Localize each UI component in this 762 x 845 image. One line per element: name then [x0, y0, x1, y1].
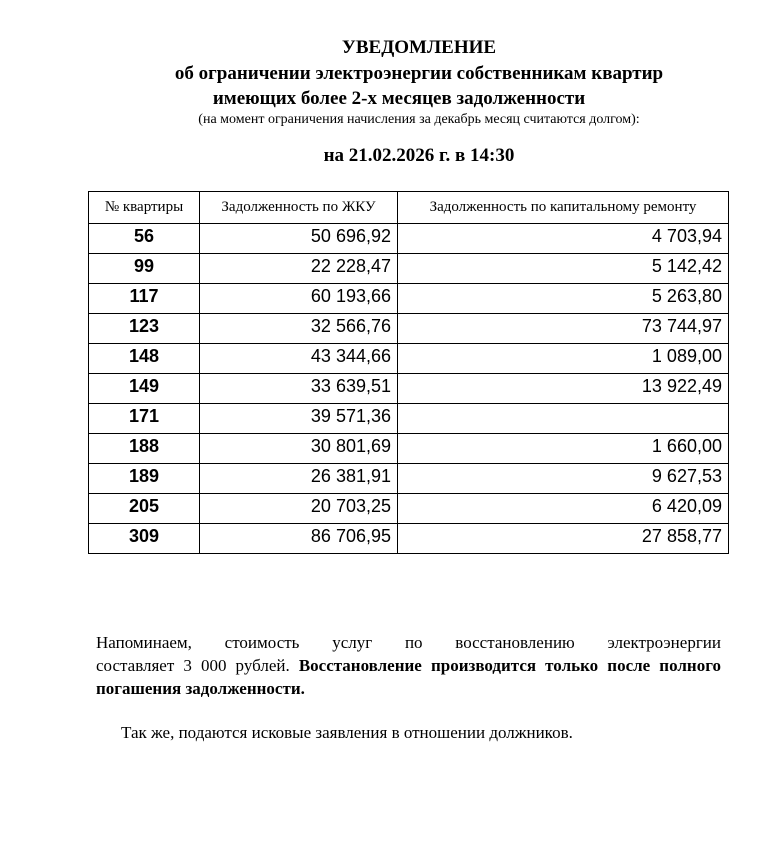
zhku-debt-cell: 22 228,47 — [200, 254, 398, 284]
reminder-paragraph — [96, 631, 721, 700]
table-row — [89, 434, 729, 464]
notice-date: на 21.02.2026 г. в 14:30 — [323, 145, 515, 166]
table-row — [89, 344, 729, 374]
zhku-debt-cell: 32 566,76 — [200, 314, 398, 344]
zhku-debt-cell: 30 801,69 — [200, 434, 398, 464]
notice-note: (на момент ограничения начисления за декабрь месяц считаются долгом): — [198, 112, 640, 127]
apartment-cell: 56 — [89, 224, 200, 254]
notice-title: УВЕДОМЛЕНИЕ — [341, 37, 497, 58]
debts-table-body — [89, 224, 729, 554]
reminder-line1: Напоминаем, стоимость услуг по восстановлению электроэнергии — [96, 633, 721, 652]
capital-repair-debt-cell: 4 703,94 — [398, 224, 729, 254]
reminder-cost-text: составляет 3 000 рублей. — [96, 656, 299, 675]
column-header-zhku: Задолженность по ЖКУ — [200, 192, 398, 224]
column-header-capital-repair: Задолженность по капитальному ремонту — [398, 192, 729, 224]
table-row — [89, 224, 729, 254]
zhku-debt-cell: 60 193,66 — [200, 284, 398, 314]
capital-repair-debt-cell: 1 089,00 — [398, 344, 729, 374]
zhku-debt-cell: 50 696,92 — [200, 224, 398, 254]
apartment-cell: 123 — [89, 314, 200, 344]
debts-table — [88, 191, 729, 554]
table-row — [89, 374, 729, 404]
apartment-cell: 149 — [89, 374, 200, 404]
reminder-restoration-text: Восстановление производится только после полного погашения задолженности. — [96, 656, 721, 698]
notice-subtitle-line2: имеющих более 2-х месяцев задолженности — [212, 88, 586, 109]
apartment-cell: 205 — [89, 494, 200, 524]
capital-repair-debt-cell: 9 627,53 — [398, 464, 729, 494]
apartment-cell: 171 — [89, 404, 200, 434]
zhku-debt-cell: 86 706,95 — [200, 524, 398, 554]
capital-repair-debt-cell: 5 263,80 — [398, 284, 729, 314]
column-header-apartment: № квартиры — [89, 192, 200, 224]
notice-subtitle-line1: об ограничении электроэнергии собственникам квартир — [174, 63, 664, 84]
zhku-debt-cell: 26 381,91 — [200, 464, 398, 494]
zhku-debt-cell: 43 344,66 — [200, 344, 398, 374]
capital-repair-debt-cell — [398, 404, 729, 434]
zhku-debt-cell: 33 639,51 — [200, 374, 398, 404]
table-row — [89, 314, 729, 344]
apartment-cell: 99 — [89, 254, 200, 284]
capital-repair-debt-cell: 5 142,42 — [398, 254, 729, 284]
apartment-cell: 117 — [89, 284, 200, 314]
zhku-debt-cell: 39 571,36 — [200, 404, 398, 434]
zhku-debt-cell: 20 703,25 — [200, 494, 398, 524]
table-row — [89, 404, 729, 434]
table-row — [89, 524, 729, 554]
table-header-row — [89, 192, 729, 224]
apartment-cell: 148 — [89, 344, 200, 374]
capital-repair-debt-cell: 6 420,09 — [398, 494, 729, 524]
apartment-cell: 188 — [89, 434, 200, 464]
lawsuits-paragraph: Так же, подаются исковые заявления в отношении должников. — [121, 723, 573, 742]
apartment-cell: 189 — [89, 464, 200, 494]
apartment-cell: 309 — [89, 524, 200, 554]
table-row — [89, 254, 729, 284]
capital-repair-debt-cell: 73 744,97 — [398, 314, 729, 344]
capital-repair-debt-cell: 1 660,00 — [398, 434, 729, 464]
capital-repair-debt-cell: 13 922,49 — [398, 374, 729, 404]
table-row — [89, 494, 729, 524]
table-row — [89, 284, 729, 314]
table-row — [89, 464, 729, 494]
capital-repair-debt-cell: 27 858,77 — [398, 524, 729, 554]
